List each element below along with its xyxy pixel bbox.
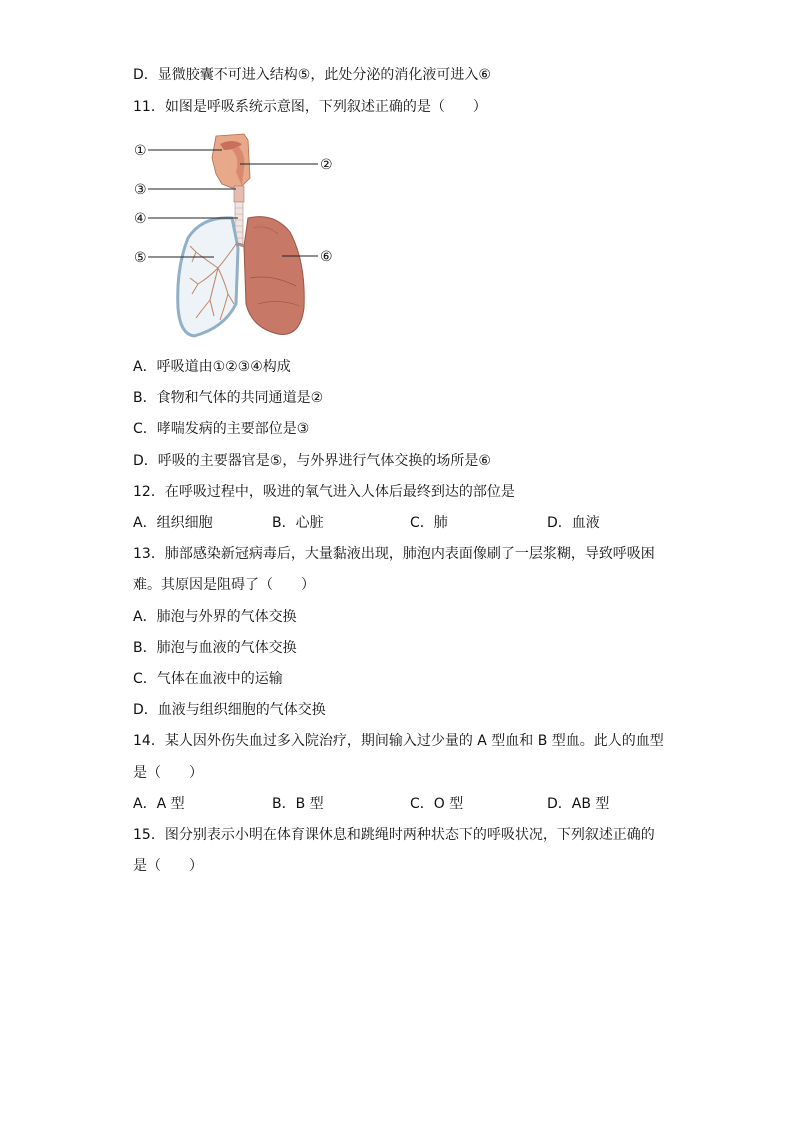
q11-option-c[interactable]: C．哮喘发病的主要部位是③ bbox=[133, 421, 310, 437]
question-13-stem-line-1: 13．肺部感染新冠病毒后，大量黏液出现，肺泡内表面像刷了一层浆糊，导致呼吸困 bbox=[133, 546, 655, 562]
question-15-stem-line-2: 是（ ） bbox=[133, 858, 203, 874]
q11-option-b[interactable]: B．食物和气体的共同通道是② bbox=[133, 390, 324, 406]
question-14-stem-line-2: 是（ ） bbox=[133, 765, 203, 781]
right-lung bbox=[244, 217, 304, 335]
question-15-stem-line-1: 15．图分别表示小明在体育课休息和跳绳时两种状态下的呼吸状况，下列叙述正确的 bbox=[133, 827, 655, 843]
respiratory-system-figure bbox=[132, 128, 338, 344]
question-11-stem: 11．如图是呼吸系统示意图，下列叙述正确的是（ ） bbox=[133, 99, 487, 115]
q13-option-b[interactable]: B．肺泡与血液的气体交换 bbox=[133, 640, 297, 656]
q13-option-d[interactable]: D．血液与组织细胞的气体交换 bbox=[133, 702, 326, 718]
q14-option-d[interactable]: D．AB 型 bbox=[547, 796, 610, 812]
question-12-stem: 12．在呼吸过程中，吸进的氧气进入人体后最终到达的部位是 bbox=[133, 484, 515, 500]
question-14-stem-line-1: 14．某人因外伤失血过多入院治疗，期间输入过少量的 A 型血和 B 型血。此人的血型 bbox=[133, 733, 664, 749]
q13-option-c[interactable]: C．气体在血液中的运输 bbox=[133, 671, 283, 687]
q14-option-c[interactable]: C．O 型 bbox=[410, 796, 464, 812]
figure-label-6: ⑥ bbox=[320, 249, 333, 265]
q12-option-a[interactable]: A．组织细胞 bbox=[133, 515, 213, 531]
q14-options-row bbox=[133, 794, 673, 814]
q11-option-d[interactable]: D．呼吸的主要器官是⑤，与外界进行气体交换的场所是⑥ bbox=[133, 453, 491, 469]
figure-label-3: ③ bbox=[134, 182, 147, 198]
q12-options-row bbox=[133, 513, 673, 533]
figure-label-2: ② bbox=[320, 157, 333, 173]
q14-option-b[interactable]: B．B 型 bbox=[272, 796, 324, 812]
q12-option-b[interactable]: B．心脏 bbox=[272, 515, 324, 531]
figure-label-4: ④ bbox=[134, 211, 147, 227]
q11-option-a[interactable]: A．呼吸道由①②③④构成 bbox=[133, 359, 291, 375]
prev-question-option-d: D．显微胶囊不可进入结构⑤，此处分泌的消化液可进入⑥ bbox=[133, 67, 491, 83]
q13-option-a[interactable]: A．肺泡与外界的气体交换 bbox=[133, 609, 297, 625]
question-13-stem-line-2: 难。其原因是阻碍了（ ） bbox=[133, 577, 315, 593]
figure-label-5: ⑤ bbox=[134, 250, 147, 266]
q12-option-c[interactable]: C．肺 bbox=[410, 515, 448, 531]
q14-option-a[interactable]: A．A 型 bbox=[133, 796, 185, 812]
larynx bbox=[234, 186, 244, 202]
figure-label-1: ① bbox=[134, 143, 147, 159]
q12-option-d[interactable]: D．血液 bbox=[547, 515, 600, 531]
